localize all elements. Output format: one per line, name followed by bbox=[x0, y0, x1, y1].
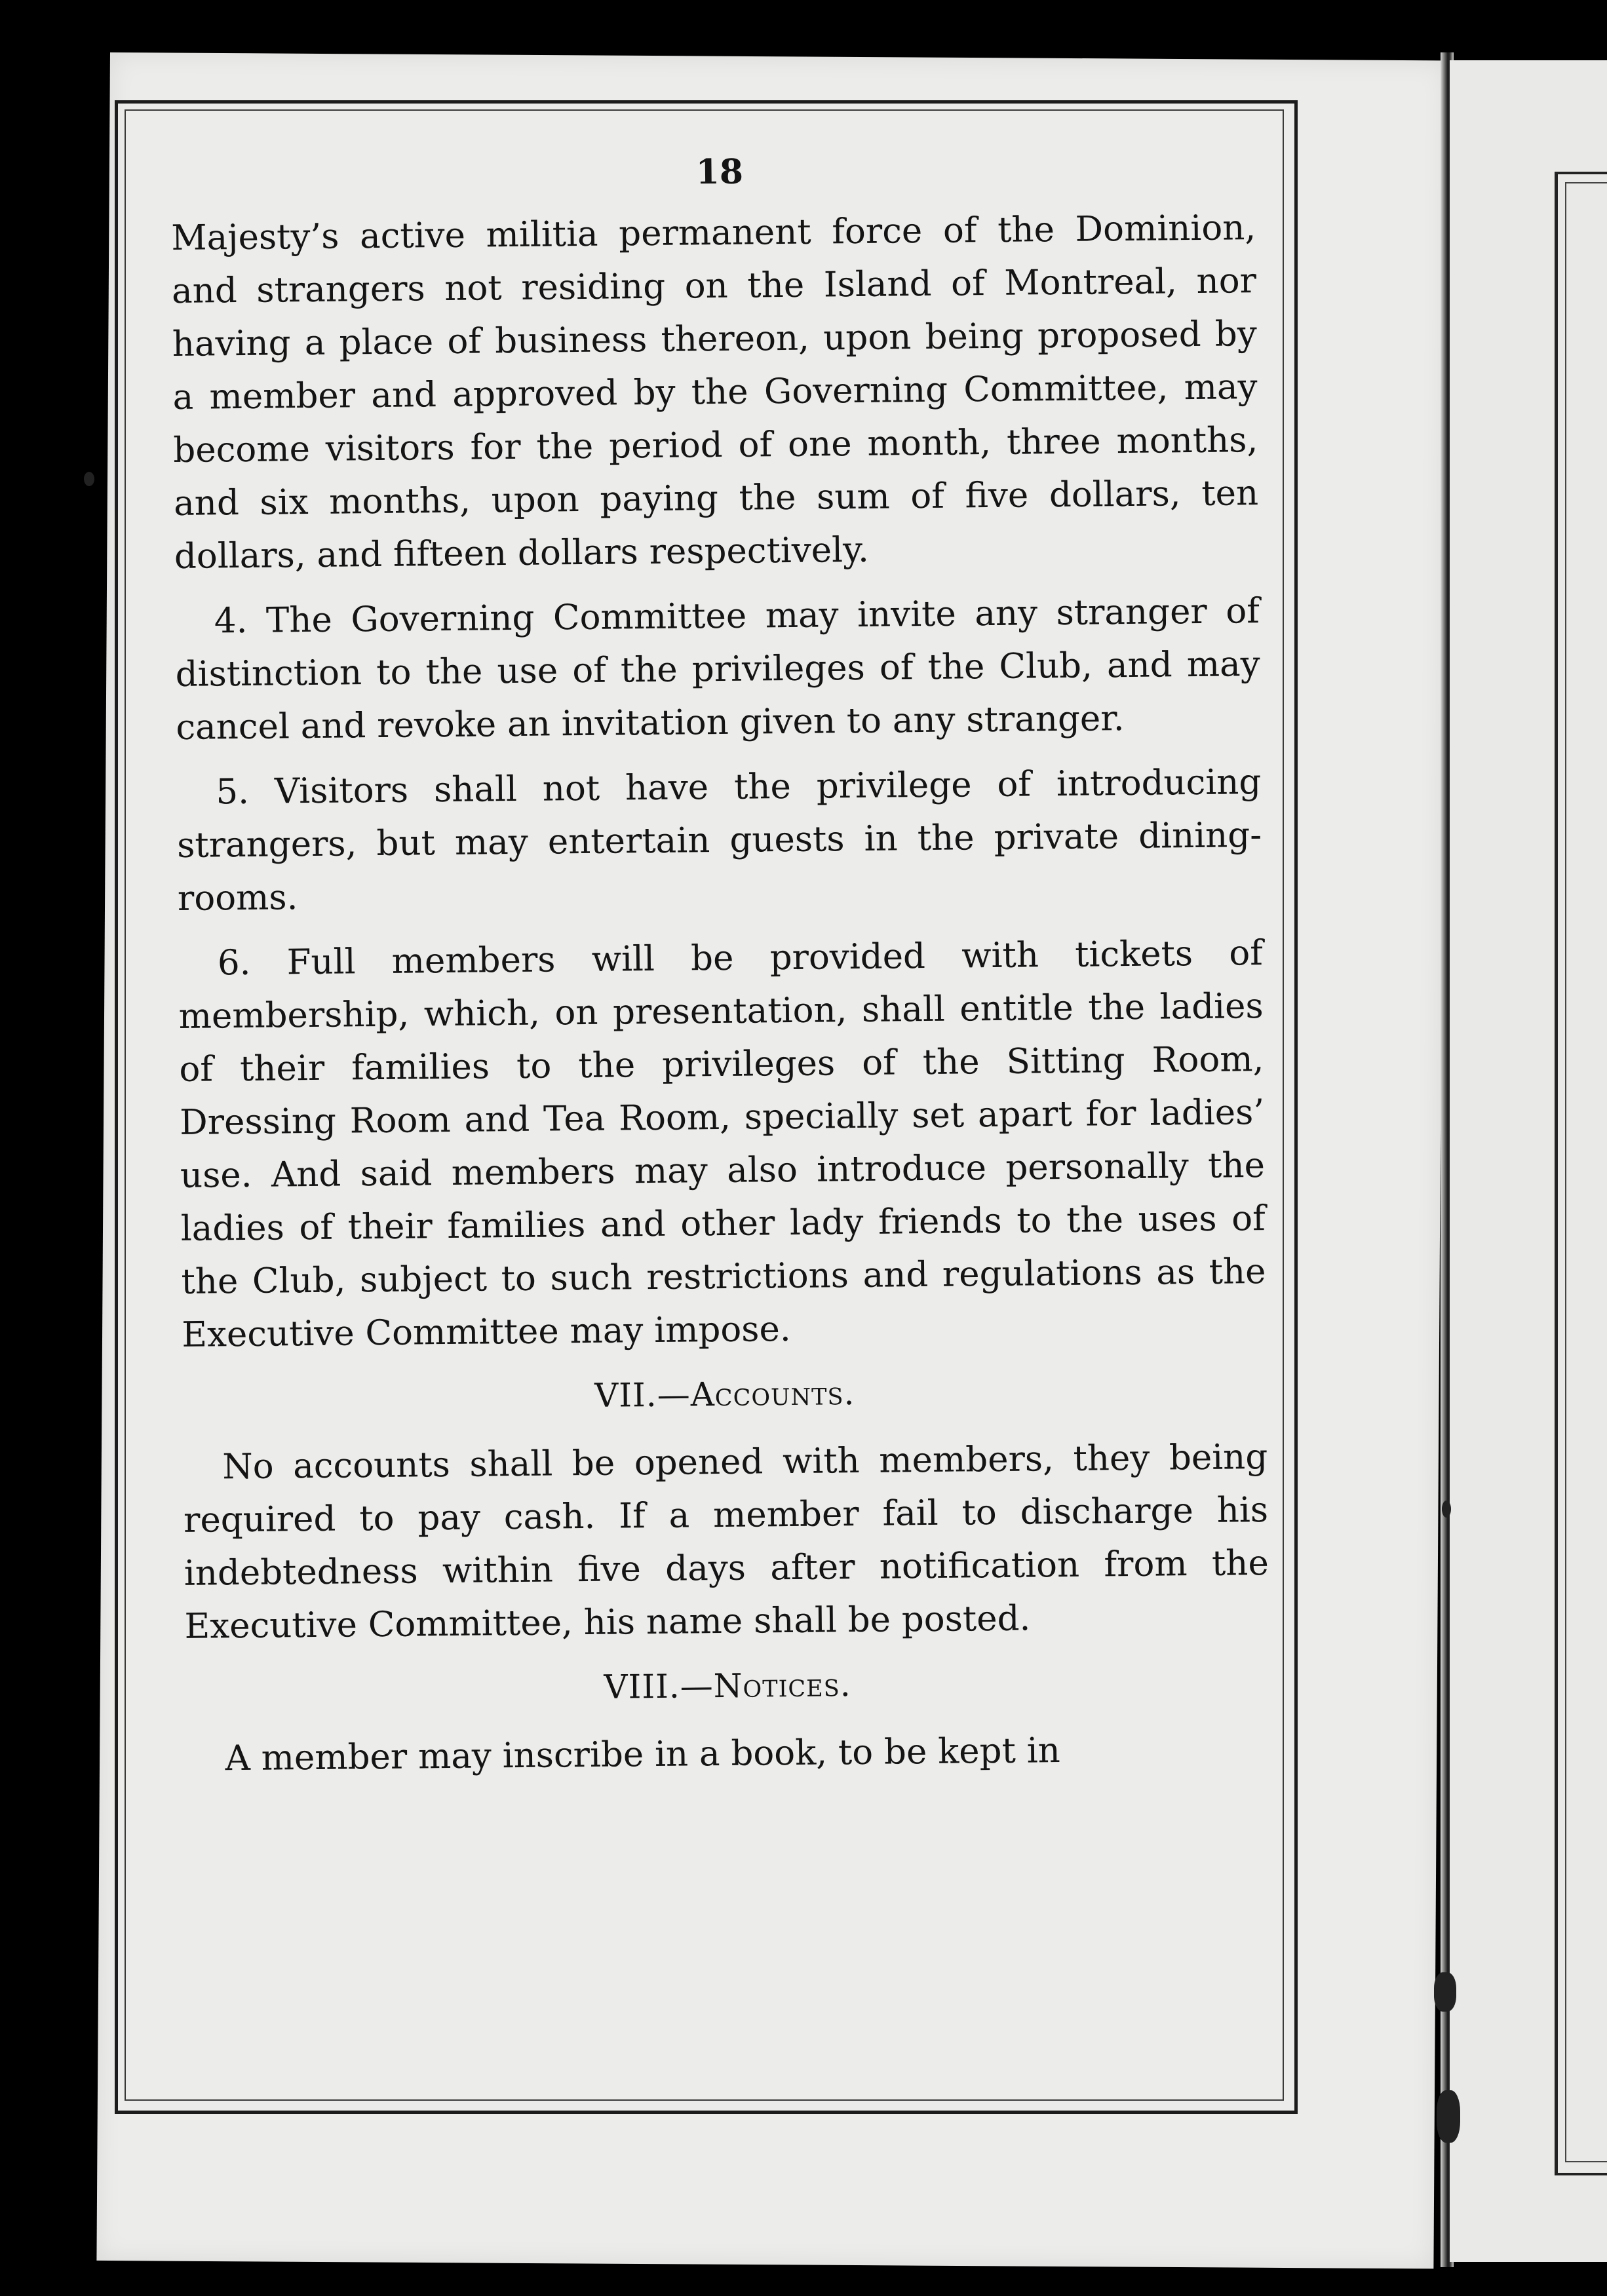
rule-paragraph-6: 6. Full members will be provided with tickets of membership, which, on presentation, shall entitle the ladies of their families to the privileges of the Sitting Room, Dressing Room and Tea Room, specially set apart for ladies’ use. And said members may also introduce personally the ladies of their families and other lady friends to the uses of the Club, subject to such restrictions and regulations as the Executive Committee may impose. bbox=[178, 933, 1266, 1355]
notices-paragraph: A member may inscribe in a book, to be kept in bbox=[225, 1731, 1061, 1779]
scan-speck bbox=[1434, 1972, 1456, 2012]
rule-paragraph-4: 4. The Governing Committee may invite any stranger of distinction to the use of the privileges of the Club, and may cancel and revoke an invitation given to any stranger. bbox=[175, 591, 1260, 748]
section-numeral: VIII.— bbox=[604, 1667, 714, 1706]
section-heading-accounts bbox=[182, 1363, 1268, 1426]
section-title: Accounts. bbox=[690, 1374, 855, 1414]
section-numeral: VII.— bbox=[594, 1375, 691, 1415]
continued-paragraph: Majesty’s active militia permanent force of the Dominion, and strangers not residing on the Island of Montreal, nor having a place of business thereon, upon being proposed by a member and approved by the Governing Committee, may become visitors for the period of one month, three months, and six months, upon paying the sum of five dollars, ten dollars, and fifteen dollars respectively. bbox=[170, 208, 1259, 577]
rule-paragraph-5: 5. Visitors shall not have the privilege of introducing strangers, but may entertain guests in the private dining-rooms. bbox=[176, 762, 1262, 919]
scan-speck bbox=[1437, 2090, 1460, 2143]
section-title: Notices. bbox=[713, 1666, 851, 1706]
page-number: 18 bbox=[695, 151, 744, 193]
accounts-paragraph: No accounts shall be opened with members, they being required to pay cash. If a member fail to discharge his indebtedness within five days after notification from the Executive Committee, his name shall be posted. bbox=[183, 1437, 1269, 1647]
scan-speck bbox=[84, 472, 94, 486]
scan-speck bbox=[1442, 1501, 1451, 1518]
section-heading-notices bbox=[185, 1655, 1270, 1718]
right-page-frame-inner bbox=[1565, 182, 1607, 2162]
page-text-block bbox=[170, 140, 1271, 1797]
